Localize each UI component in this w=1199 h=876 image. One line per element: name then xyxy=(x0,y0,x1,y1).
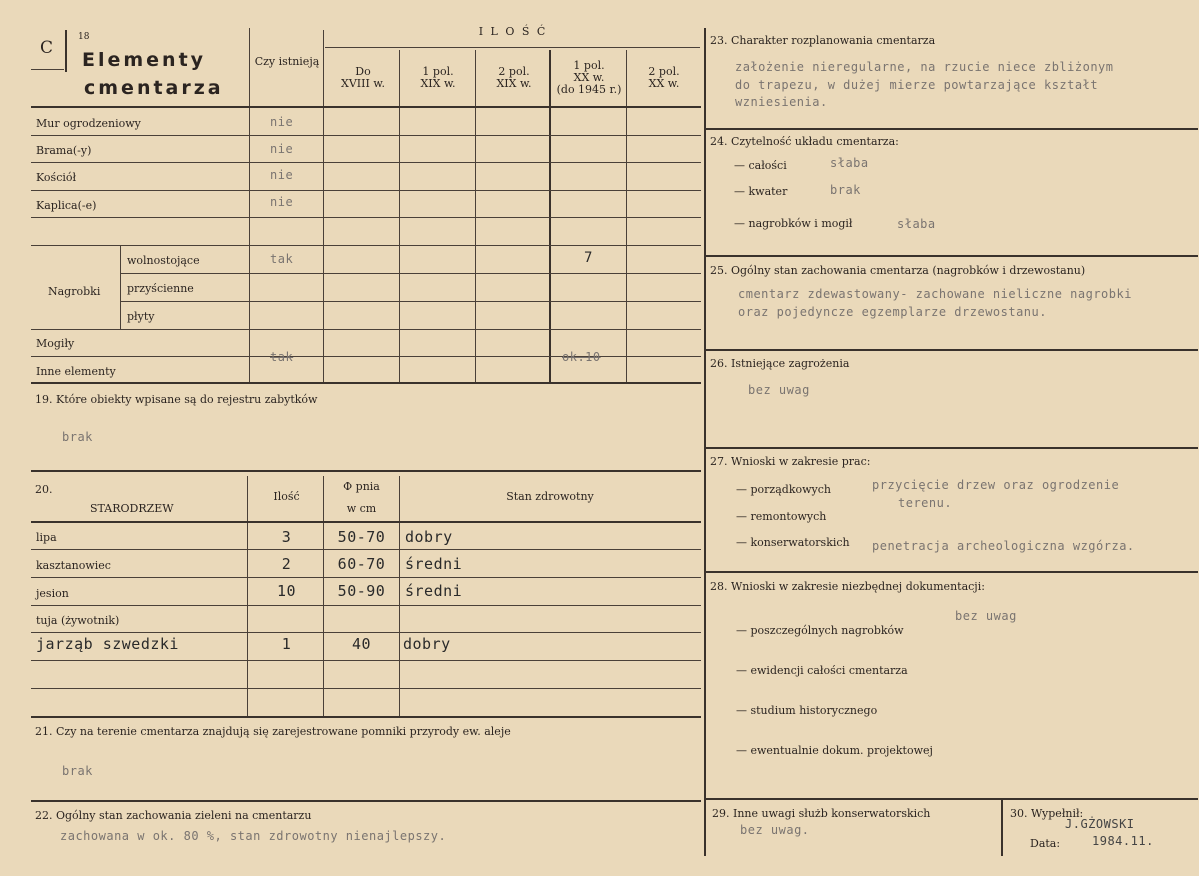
q27-item-cleanup: — porządkowych xyxy=(736,483,831,496)
q28-label: 28. Wnioski w zakresie niezbędnej dokumentacji: xyxy=(710,580,985,593)
q28-value-graves: bez uwag xyxy=(955,609,1017,623)
q23-answer-line3: wzniesienia. xyxy=(735,95,828,109)
grid-hline xyxy=(31,688,701,689)
section-number: 18 xyxy=(78,32,90,42)
row-label-wall: Mur ogrodzeniowy xyxy=(36,117,141,130)
q30-date: 1984.11. xyxy=(1092,834,1154,848)
exist-header: Czy istnieją xyxy=(254,55,320,68)
q23-label: 23. Charakter rozplanowania cmentarza xyxy=(710,34,936,47)
grid-hline xyxy=(31,106,701,108)
grid-hline xyxy=(31,135,701,136)
tree-count: 3 xyxy=(281,528,292,546)
grid-hline xyxy=(706,447,1198,449)
q26-answer: bez uwag xyxy=(748,383,810,397)
tree-diameter: 40 xyxy=(351,635,372,653)
row-label-wall-mounted: przyścienne xyxy=(127,282,194,295)
q20-col-diameter-unit: w cm xyxy=(346,502,377,515)
q30-name: J.GŻOWSKI xyxy=(1065,817,1135,831)
row-label-freestanding: wolnostojące xyxy=(127,254,200,267)
grid-hline xyxy=(31,800,701,802)
section-letter: C xyxy=(40,38,54,58)
row-value-graves: 7 xyxy=(584,250,593,266)
q23-answer-line1: założenie nieregularne, na rzucie niece zbliżonym xyxy=(735,60,1114,74)
q24-label: 24. Czytelność układu cmentarza: xyxy=(710,135,899,148)
q24-value-quarters: brak xyxy=(830,183,861,197)
q27-value-conservation: penetracja archeologiczna wzgórza. xyxy=(872,539,1135,553)
grid-vline xyxy=(1001,800,1003,856)
row-label-slabs: płyty xyxy=(127,310,155,323)
grid-vline xyxy=(247,476,248,716)
quantity-header: I L O Ś Ć xyxy=(478,25,548,38)
row-exist-wall: nie xyxy=(270,115,294,129)
grid-hline xyxy=(706,798,1198,800)
section-title-line1: Elementy xyxy=(82,49,207,71)
q30-label: 30. Wypełnił: xyxy=(1010,807,1084,820)
grid-vline xyxy=(549,50,551,382)
q23-answer-line2: do trapezu, w dużej mierze powtarzające kształt xyxy=(735,78,1099,92)
row-label-church: Kościół xyxy=(36,171,77,184)
q22-answer: zachowana w ok. 80 %, stan zdrowotny nienajlepszy. xyxy=(60,829,447,843)
period-header-1: Do XVIII w. xyxy=(341,65,385,90)
tree-health: dobry xyxy=(403,635,451,653)
row-label-other: Inne elementy xyxy=(36,365,116,378)
q28-item-cemetery: — ewidencji całości cmentarza xyxy=(736,664,908,677)
tree-health: średni xyxy=(405,555,463,573)
grid-hline xyxy=(31,329,701,330)
q25-label: 25. Ogólny stan zachowania cmentarza (nagrobków i drzewostanu) xyxy=(710,264,1086,277)
tree-health: dobry xyxy=(405,528,453,546)
q25-answer-line2: oraz pojedyncze egzemplarze drzewostanu. xyxy=(738,305,1047,319)
grid-hline xyxy=(31,716,701,718)
tree-name: jesion xyxy=(36,587,69,600)
period-header-2: 1 pol. XIX w. xyxy=(420,65,456,90)
q19-label: 19. Które obiekty wpisane są do rejestru zabytków xyxy=(35,393,318,406)
period-header-3: 2 pol. XIX w. xyxy=(496,65,532,90)
tree-count: 2 xyxy=(281,555,292,573)
grid-hline xyxy=(31,660,701,661)
grid-hline xyxy=(706,349,1198,351)
tree-diameter: 50-90 xyxy=(337,582,386,600)
q19-answer: brak xyxy=(62,430,93,444)
q24-item-overall: — całości xyxy=(734,159,787,172)
q30-date-label: Data: xyxy=(1030,837,1061,850)
grid-hline xyxy=(31,577,701,578)
row-value-other: ok.10 xyxy=(562,350,601,364)
grid-hline xyxy=(31,521,701,523)
grid-vline xyxy=(399,50,400,382)
q24-value-graves: słaba xyxy=(897,217,936,231)
letter-underline xyxy=(31,69,64,70)
grid-hline xyxy=(706,255,1198,257)
q20-col-health: Stan zdrowotny xyxy=(506,490,594,503)
grid-hline xyxy=(120,273,701,274)
grid-hline xyxy=(31,605,701,606)
q21-answer: brak xyxy=(62,764,93,778)
grid-hline xyxy=(706,571,1198,573)
q27-value-cleanup-line1: przycięcie drzew oraz ogrodzenie xyxy=(872,478,1120,492)
period-header-5: 2 pol. XX w. xyxy=(648,65,680,90)
grid-vline xyxy=(120,246,121,330)
q28-item-history: — studium historycznego xyxy=(736,704,878,717)
section-title-line2: cmentarza xyxy=(84,77,224,99)
row-exist-gate: nie xyxy=(270,142,294,156)
tree-name: jarząb szwedzki xyxy=(36,635,179,653)
q20-label: STARODRZEW xyxy=(90,502,174,515)
q20-col-diameter: Φ pnia xyxy=(343,480,380,493)
q29-label: 29. Inne uwagi służb konserwatorskich xyxy=(712,807,931,820)
grid-hline xyxy=(31,190,701,191)
q22-label: 22. Ogólny stan zachowania zieleni na cmentarzu xyxy=(35,809,312,822)
q27-label: 27. Wnioski w zakresie prac: xyxy=(710,455,871,468)
row-exist-graves: tak xyxy=(270,252,294,266)
tree-diameter: 60-70 xyxy=(337,555,386,573)
grid-hline xyxy=(706,128,1198,130)
q20-col-count: Ilość xyxy=(273,490,300,503)
tree-name: kasztanowiec xyxy=(36,559,111,572)
period-header-4: 1 pol. XX w. (do 1945 r.) xyxy=(556,59,622,96)
q21-label: 21. Czy na terenie cmentarza znajdują się zarejestrowane pomniki przyrody ew. aleje xyxy=(35,725,511,738)
quantity-header-line xyxy=(325,47,700,48)
page-divider xyxy=(704,28,706,856)
q25-answer-line1: cmentarz zdewastowany- zachowane nieliczne nagrobki xyxy=(738,287,1132,301)
grid-hline xyxy=(31,632,701,633)
grid-vline xyxy=(626,50,627,382)
q24-value-overall: słaba xyxy=(830,156,869,170)
q20-number: 20. xyxy=(35,483,53,496)
grid-hline xyxy=(31,217,701,218)
q28-item-graves: — poszczególnych nagrobków xyxy=(736,624,904,637)
q24-item-graves: — nagrobków i mogił xyxy=(734,217,853,230)
tree-name: tuja (żywotnik) xyxy=(36,614,120,627)
letter-divider xyxy=(65,30,67,72)
grid-hline xyxy=(31,470,701,472)
grid-vline xyxy=(475,50,476,382)
q26-label: 26. Istniejące zagrożenia xyxy=(710,357,850,370)
q27-value-cleanup-line2: terenu. xyxy=(898,496,953,510)
tree-diameter: 50-70 xyxy=(337,528,386,546)
q27-item-conservation: — konserwatorskich xyxy=(736,536,850,549)
tree-count: 10 xyxy=(276,582,297,600)
grid-hline xyxy=(120,301,701,302)
row-label-gate: Brama(-y) xyxy=(36,144,92,157)
row-exist-other: tak xyxy=(270,350,294,364)
row-label-mass-graves: Mogiły xyxy=(36,337,75,350)
q29-answer: bez uwag. xyxy=(740,823,810,837)
row-label-graves: Nagrobki xyxy=(48,285,101,298)
grid-hline xyxy=(31,162,701,163)
grid-hline xyxy=(31,382,701,384)
tree-name: lipa xyxy=(36,531,57,544)
row-exist-church: nie xyxy=(270,168,294,182)
q28-item-project: — ewentualnie dokum. projektowej xyxy=(736,744,933,757)
q24-item-quarters: — kwater xyxy=(734,185,788,198)
row-label-chapel: Kaplica(-e) xyxy=(36,199,97,212)
grid-vline xyxy=(399,476,400,716)
grid-hline xyxy=(31,549,701,550)
tree-count: 1 xyxy=(281,635,292,653)
grid-hline xyxy=(31,245,701,246)
tree-health: średni xyxy=(405,582,463,600)
q27-item-repair: — remontowych xyxy=(736,510,827,523)
row-exist-chapel: nie xyxy=(270,195,294,209)
